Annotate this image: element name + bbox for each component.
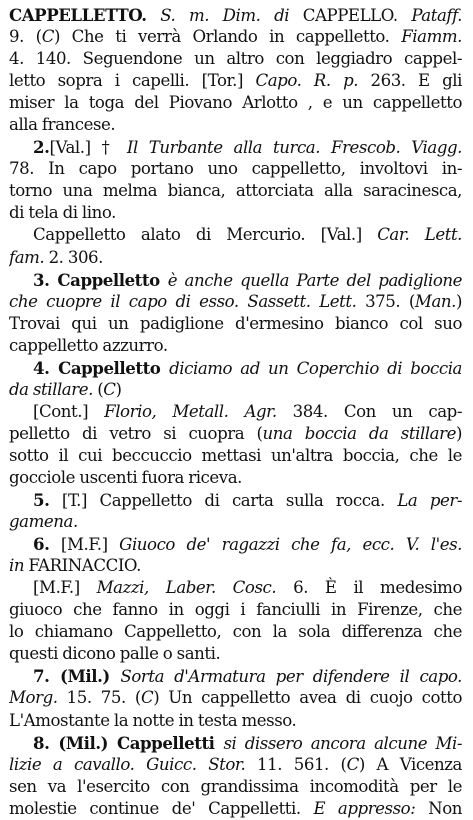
text-run: [T.] Cappelletto di carta sulla rocca. <box>49 491 398 511</box>
text-line <box>9 335 462 357</box>
text-run: che cuopre il capo di esso. Sassett. Lett. <box>9 291 357 311</box>
text-line <box>9 489 462 511</box>
text-run: ) A Vicenza <box>358 754 462 774</box>
text-line <box>9 621 462 643</box>
text-run: alla francese. <box>9 115 116 135</box>
text-line <box>9 92 462 114</box>
text-run: Trovai qui un padiglione d'ermesino bianco col suo <box>9 313 462 333</box>
text-run: [M.F.] <box>49 535 120 555</box>
text-line <box>9 423 462 445</box>
text-run: è anche quella Parte del padiglione <box>167 270 462 290</box>
text-run: C <box>41 27 54 47</box>
text-run: Giuoco de' ragazzi che fa, ecc. V. l'es. <box>119 535 462 555</box>
text-line <box>9 776 462 798</box>
text-run: 7. (Mil.) <box>33 666 121 687</box>
text-run: ) Un cappelletto avea di cuojo cotto <box>153 688 462 708</box>
text-run: cappelletto azzurro. <box>9 335 168 355</box>
text-line <box>9 48 462 70</box>
text-run: 6. È il medesimo <box>276 578 462 598</box>
text-run: ) <box>115 379 122 399</box>
text-run: [M.F.] <box>33 578 97 598</box>
text-run: 8. (Mil.) Cappelletti <box>33 732 224 753</box>
text-run: letto sopra i capelli. [Tor.] <box>9 71 256 91</box>
text-line <box>9 114 462 136</box>
text-line <box>9 180 462 202</box>
text-run: 2. <box>33 137 50 158</box>
text-run: diciamo ad un Coperchio di boccia <box>169 358 462 378</box>
text-line <box>9 70 462 92</box>
text-run: La per- <box>397 491 462 511</box>
text-run: fam. <box>9 247 45 267</box>
text-run: C <box>103 379 116 399</box>
text-run: lo chiamano Cappelletto, con la sola differenza che <box>9 622 462 642</box>
text-run: Florio, Metall. Agr. <box>104 401 277 421</box>
text-run: 78. In capo portano uno cappelletto, involtovi in- <box>9 159 462 179</box>
text-run: Fiamm. <box>401 27 462 47</box>
text-line <box>9 643 462 665</box>
text-run: 263. E gli <box>358 71 462 91</box>
text-run: L'Amostante la notte in testa messo. <box>9 710 297 730</box>
text-run: da stillare. <box>9 379 93 399</box>
text-run: lizie a cavallo. Guicc. Stor. <box>9 754 246 774</box>
text-run: FARINACCIO. <box>28 556 141 576</box>
text-run: [Cont.] <box>33 401 105 421</box>
text-run: S. m. Dim. di <box>146 6 303 25</box>
text-run: si dissero ancora alcune Mi- <box>223 733 462 753</box>
text-line <box>9 577 462 599</box>
text-run: sotto il cui beccuccio mettasi un'altra boccia, che le <box>9 445 462 465</box>
text-line <box>9 401 462 423</box>
text-run: miser la toga del Piovano Arlotto , e un cappelletto <box>9 93 462 113</box>
text-run: 4. Cappelletto <box>33 357 170 378</box>
text-run: [Val.] † <box>49 138 127 158</box>
text-line <box>9 687 462 709</box>
text-run: torno una melma bianca, attorciata alla saracinesca, <box>9 181 462 201</box>
text-line <box>9 26 462 48</box>
text-line <box>9 732 462 754</box>
text-line <box>9 4 462 26</box>
text-run: ) Che ti verrà Orlando in cappelletto. <box>53 27 402 47</box>
text-run: 2. 306. <box>44 247 103 267</box>
text-run: 5. <box>33 490 50 511</box>
text-run: ) <box>455 423 462 443</box>
text-run: 4. 140. Seguendone un altro con leggiadro cappel- <box>9 49 462 69</box>
text-run: questi dicono palle o santi. <box>9 644 221 664</box>
text-line <box>9 224 462 246</box>
text-run: Sorta d'Armatura per difendere il capo. <box>120 667 462 687</box>
text-run: 375. ( <box>356 291 415 311</box>
text-run: Morg. <box>9 688 58 708</box>
text-run: ( <box>92 379 104 399</box>
text-run: Cappelletto alato di Mercurio. [Val.] <box>33 225 378 245</box>
text-run: 9. ( <box>9 27 42 47</box>
text-run: 3. Cappelletto <box>33 269 168 290</box>
text-line <box>9 710 462 732</box>
text-run: Car. Lett. <box>377 225 462 245</box>
text-run: Pataff. <box>411 6 462 25</box>
text-run: Capo. R. p. <box>255 71 359 91</box>
text-line <box>9 379 462 401</box>
text-run: CAPPELLETTO. <box>9 5 147 25</box>
text-line <box>9 754 462 776</box>
text-run: Man. <box>414 291 456 311</box>
text-line <box>9 158 462 180</box>
text-run: giuoco che fanno in oggi i fanciulli in Firenze, che <box>9 600 462 620</box>
text-line <box>9 555 462 577</box>
text-line <box>9 798 462 820</box>
text-run: C <box>346 754 359 774</box>
text-line <box>9 291 462 313</box>
text-run: Non <box>415 798 462 818</box>
text-run: pelletto di vetro si cuopra ( <box>9 423 263 443</box>
text-run: CAPPELLO. <box>302 6 412 25</box>
text-line <box>9 269 462 291</box>
text-run: gamena. <box>9 512 78 532</box>
text-line <box>9 247 462 269</box>
text-line <box>9 665 462 687</box>
text-run: sen va l'esercito con grandissima incomodità per le <box>9 776 462 796</box>
text-line <box>9 357 462 379</box>
text-run: ) <box>455 291 462 311</box>
text-run: Mazzi, Laber. Cosc. <box>96 578 277 598</box>
text-run: C <box>140 688 154 708</box>
text-line <box>9 511 462 533</box>
text-run: in <box>9 556 29 576</box>
text-run: di tela di lino. <box>9 203 116 223</box>
text-run: 15. 75. ( <box>57 688 141 708</box>
text-run: E appresso: <box>313 798 416 818</box>
text-line <box>9 136 462 158</box>
text-run: 6. <box>33 534 50 555</box>
text-line <box>9 533 462 555</box>
text-line <box>9 313 462 335</box>
text-line <box>9 445 462 467</box>
text-run: molestie continue de' Cappelletti. <box>9 798 314 818</box>
text-run: Il Turbante alla turca. Frescob. Viagg. <box>126 138 462 158</box>
text-line <box>9 599 462 621</box>
text-line <box>9 202 462 224</box>
text-run: 384. Con un cap- <box>276 401 462 421</box>
text-run: 11. 561. ( <box>245 754 347 774</box>
text-run: una boccia da stillare <box>262 423 456 443</box>
text-run: gocciole uscenti fuora riceva. <box>9 467 242 487</box>
text-line <box>9 467 462 489</box>
